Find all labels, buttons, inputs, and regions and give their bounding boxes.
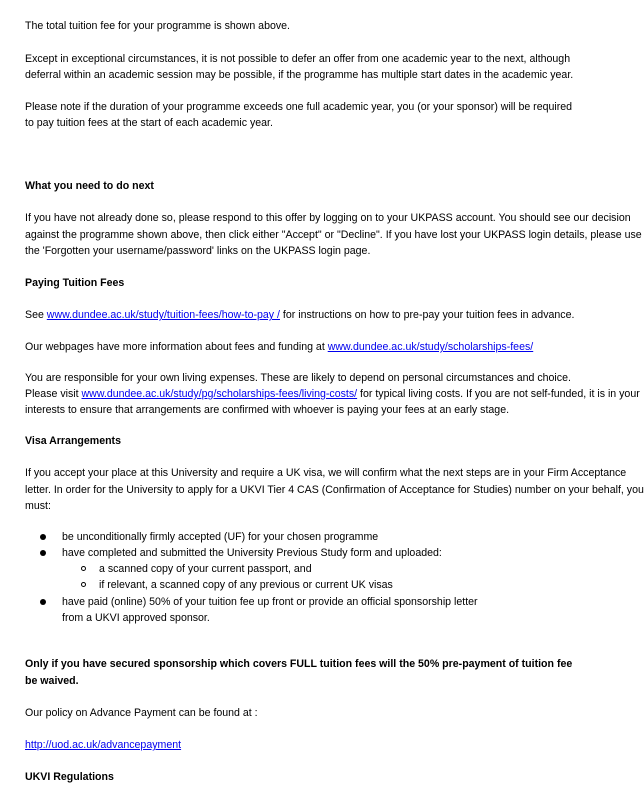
advance-payment-link[interactable]: http://uod.ac.uk/advancepayment <box>25 739 182 751</box>
next-steps-heading: What you need to do next <box>25 180 154 192</box>
visa-heading: Visa Arrangements <box>25 435 121 447</box>
visa-text-3: must: <box>25 500 51 512</box>
sponsorship-text-2: be waived. <box>25 675 79 687</box>
next-steps-text-3: the 'Forgotten your username/password' links on the UKPASS login page. <box>25 245 371 257</box>
sub-bullet-icon <box>81 566 86 571</box>
policy-link-line <box>25 739 181 752</box>
see-suffix: for instructions on how to pre-pay your tuition fees in advance. <box>279 309 575 321</box>
bullet-item-1: be unconditionally firmly accepted (UF) for your chosen programme <box>62 531 379 543</box>
webpages-prefix: Our webpages have more information about fees and funding at <box>25 341 328 353</box>
bullet-icon <box>40 599 46 605</box>
living-expenses-text-3: interests to ensure that arrangements are confirmed with whoever is paying your fees at an early stage. <box>25 404 510 416</box>
living-expenses-text-1: You are responsible for your own living expenses. These are likely to depend on personal circumstances and choice. <box>25 372 571 384</box>
bullet-item-3a: have paid (online) 50% of your tuition fee up front or provide an official sponsorship letter <box>62 596 478 608</box>
paying-fees-heading: Paying Tuition Fees <box>25 277 125 289</box>
bullet-item-3b: from a UKVI approved sponsor. <box>62 612 210 624</box>
duration-text-2: to pay tuition fees at the start of each academic year. <box>25 117 273 129</box>
visit-suffix: for typical living costs. If you are not self-funded, it is in your <box>357 388 640 400</box>
sub-bullet-icon <box>81 582 86 587</box>
sub-item-2: if relevant, a scanned copy of any previous or current UK visas <box>99 579 393 591</box>
sponsorship-text-1: Only if you have secured sponsorship which covers FULL tuition fees will the 50% pre-payment of tuition fee <box>25 658 573 670</box>
next-steps-text-2: against the programme shown above, then click either "Accept" or "Decline". If you have lost your UKPASS login details, please use <box>25 229 642 241</box>
bullet-item-2: have completed and submitted the University Previous Study form and uploaded: <box>62 547 442 559</box>
how-to-pay-text <box>25 309 574 322</box>
visa-text-1: If you accept your place at this University and require a UK visa, we will confirm what the next steps are in your Firm Acceptance <box>25 467 627 479</box>
total-fee-text: The total tuition fee for your programme is shown above. <box>25 20 290 32</box>
defer-text-2: deferral within an academic session may be possible, if the programme has multiple start dates in the academic year. <box>25 69 574 81</box>
scholarships-fees-link[interactable]: www.dundee.ac.uk/study/scholarships-fees/ <box>327 341 534 353</box>
see-prefix: See <box>25 309 47 321</box>
policy-text: Our policy on Advance Payment can be found at : <box>25 707 258 719</box>
visit-prefix: Please visit <box>25 388 82 400</box>
living-costs-link[interactable]: www.dundee.ac.uk/study/pg/scholarships-fees/living-costs/ <box>81 388 358 400</box>
how-to-pay-link[interactable]: www.dundee.ac.uk/study/tuition-fees/how-to-pay / <box>46 309 280 321</box>
sub-item-1: a scanned copy of your current passport, and <box>99 563 312 575</box>
next-steps-text-1: If you have not already done so, please respond to this offer by logging on to your UKPASS account. You should see our decision <box>25 212 631 224</box>
living-expenses-text-2 <box>25 388 640 401</box>
fees-funding-text <box>25 341 533 354</box>
duration-text-1: Please note if the duration of your programme exceeds one full academic year, you (or your sponsor) will be required <box>25 101 573 113</box>
ukvi-heading: UKVI Regulations <box>25 771 114 783</box>
defer-text-1: Except in exceptional circumstances, it is not possible to defer an offer from one academic year to the next, although <box>25 53 571 65</box>
bullet-icon <box>40 550 46 556</box>
visa-text-2: letter. In order for the University to apply for a UKVI Tier 4 CAS (Confirmation of Acceptance for Studies) number on your behalf, you <box>25 484 644 496</box>
bullet-icon <box>40 534 46 540</box>
